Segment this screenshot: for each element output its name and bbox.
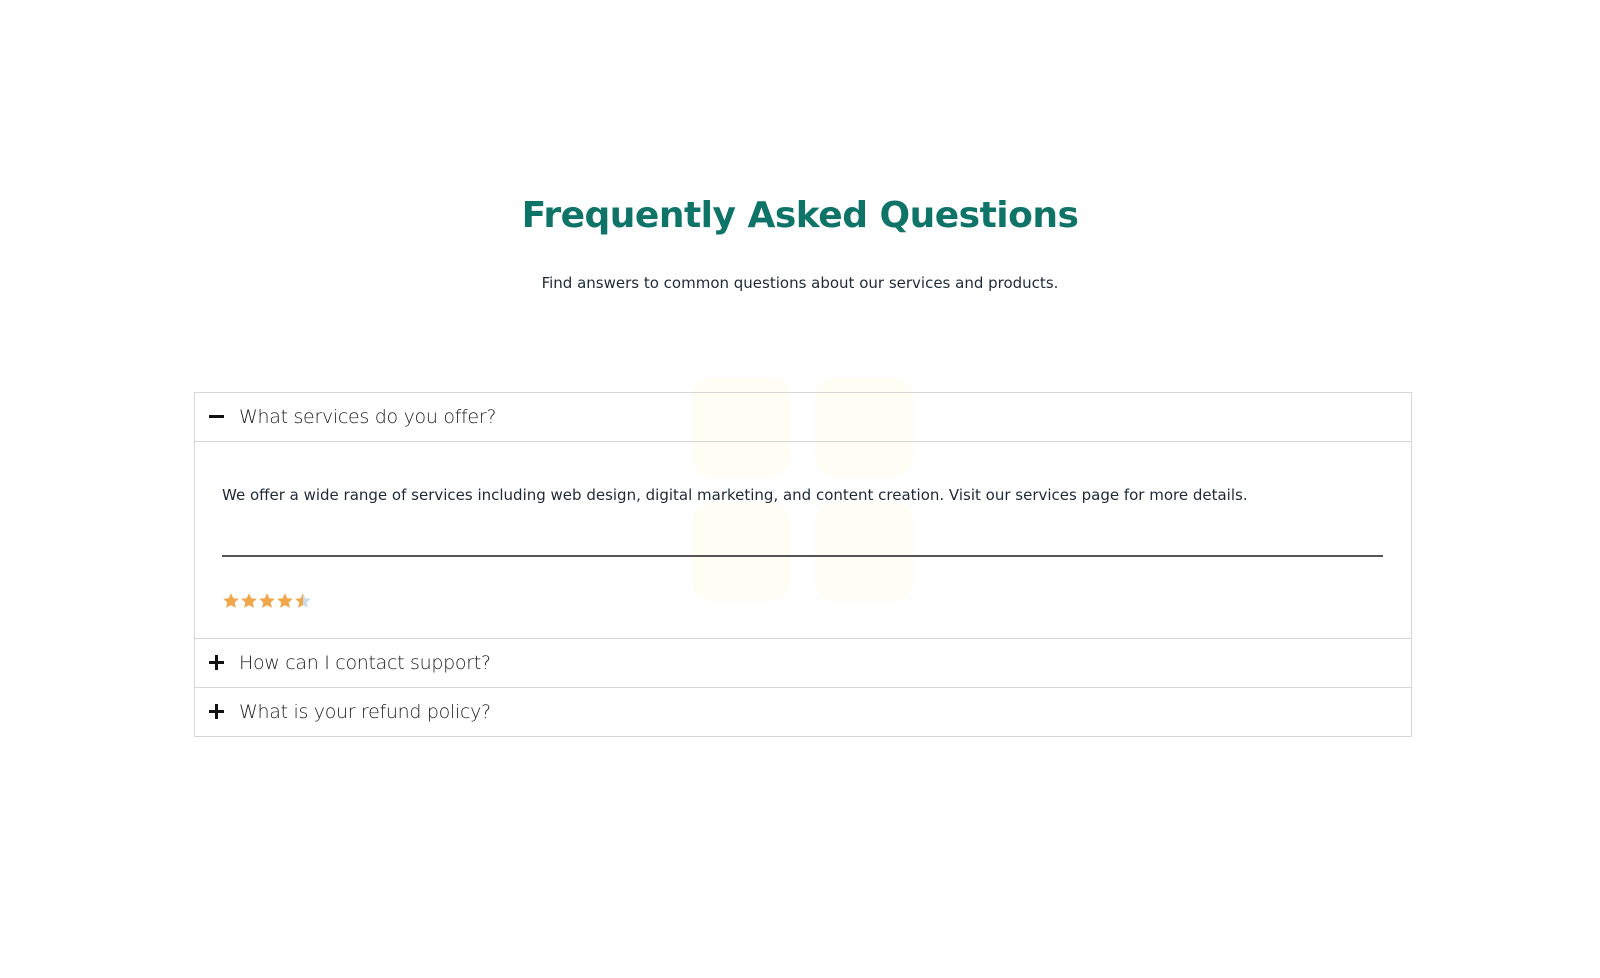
faq-question-toggle[interactable]	[195, 688, 1411, 736]
star-icon	[294, 592, 312, 610]
star-rating	[222, 592, 312, 610]
plus-icon	[207, 653, 227, 673]
faq-accordion	[194, 392, 1412, 737]
faq-question-label: How can I contact support?	[239, 652, 491, 674]
plus-icon	[207, 702, 227, 722]
star-icon	[258, 592, 276, 610]
star-icon	[240, 592, 258, 610]
faq-item	[195, 393, 1411, 639]
faq-answer-panel	[195, 442, 1411, 639]
faq-question-toggle[interactable]	[195, 393, 1411, 442]
star-icon	[276, 592, 294, 610]
faq-item	[195, 688, 1411, 736]
faq-question-toggle[interactable]	[195, 639, 1411, 688]
minus-icon	[207, 407, 227, 427]
faq-item	[195, 639, 1411, 688]
star-icon	[222, 592, 240, 610]
faq-answer-text: We offer a wide range of services including web design, digital marketing, and content creation. Visit our services page for more details.	[222, 486, 1248, 504]
divider	[222, 555, 1383, 557]
page-title: Frequently Asked Questions	[521, 195, 1079, 236]
faq-question-label: What services do you offer?	[239, 406, 497, 428]
page-subtitle: Find answers to common questions about our services and products.	[541, 274, 1059, 292]
faq-question-label: What is your refund policy?	[239, 701, 491, 723]
